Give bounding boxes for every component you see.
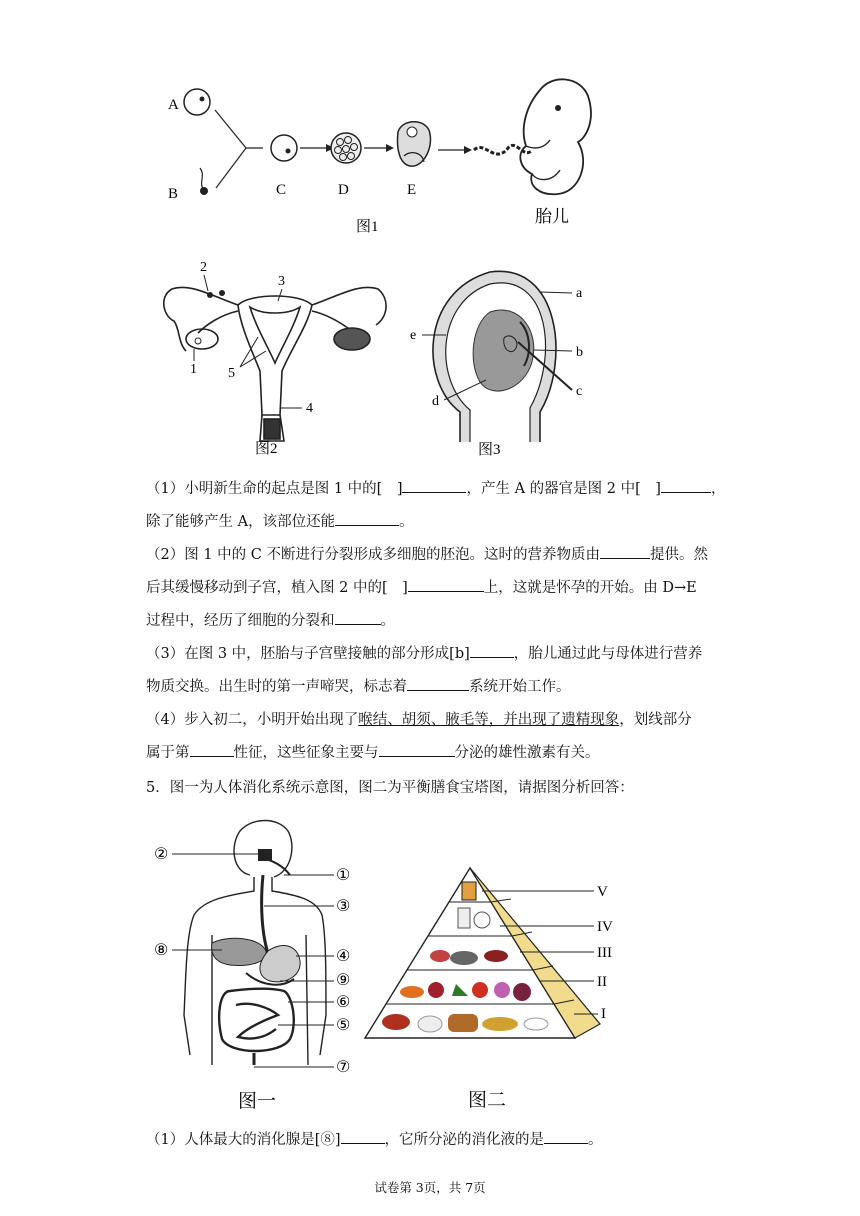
label-5: 5: [228, 366, 235, 381]
label-e: e: [410, 328, 417, 343]
answer-blank[interactable]: [470, 643, 514, 658]
question-5-stem: 5．图一为人体消化系统示意图，图二为平衡膳食宝塔图，请据图分析回答：: [146, 780, 634, 796]
label-1: ①: [336, 867, 351, 884]
answer-blank[interactable]: [600, 544, 650, 559]
fetus-illustration: [474, 79, 591, 194]
label-7: ⑦: [336, 1059, 351, 1076]
embryo-e: [398, 122, 431, 166]
level-i: I: [601, 1006, 606, 1022]
pyramid-shape: [365, 868, 600, 1038]
label-c: c: [576, 384, 583, 399]
level-v: V: [597, 884, 608, 900]
q4-line-9: 属于第 性征，这些征象主要与 分泌的雄性激素有关。: [146, 737, 716, 770]
pyramid-caption: 图二: [468, 1090, 507, 1111]
q4-line-3: （2）图 1 中的 C 不断进行分裂形成多细胞的胚泡。这时的营养物质由 提供。然: [146, 539, 716, 572]
label-b: B: [168, 186, 179, 202]
label-e: E: [407, 182, 417, 198]
label-3: ③: [336, 898, 351, 915]
figure-3-caption: 图3: [478, 442, 501, 458]
answer-blank[interactable]: [661, 478, 711, 493]
label-5: ⑤: [336, 1017, 351, 1034]
figure-1: [160, 70, 600, 245]
q4-line-1: （1）小明新生命的起点是图 1 中的[ ] ，产生 A 的器官是图 2 中[ ] ，: [146, 473, 716, 506]
q4-line-7: 物质交换。出生时的第一声啼哭，标志着 系统开始工作。: [146, 671, 716, 704]
level-ii: II: [597, 974, 607, 990]
question-4: [146, 473, 726, 770]
page-footer: 试卷第 3页，共 7页: [374, 1180, 486, 1195]
label-1: 1: [190, 362, 197, 377]
womb-diagram: [433, 271, 556, 442]
figure-3: [400, 262, 600, 462]
answer-blank[interactable]: [379, 742, 455, 757]
fetus-label: 胎儿: [535, 207, 569, 226]
food-pyramid-figure: [360, 860, 630, 1115]
digestive-organs: [212, 849, 301, 1065]
figure-2: [150, 255, 400, 460]
answer-blank[interactable]: [408, 577, 484, 592]
label-2: 2: [200, 260, 207, 275]
blastocyst-d: [331, 133, 361, 163]
label-a: a: [576, 286, 583, 301]
answer-blank[interactable]: [341, 1129, 385, 1144]
label-4: ④: [336, 948, 351, 965]
answer-blank[interactable]: [190, 742, 234, 757]
q4-line-4: 后其缓慢移动到子宫，植入图 2 中的[ ] 上，这就是怀孕的开始。由 D→E: [146, 572, 716, 605]
zygote-c: [271, 135, 297, 161]
label-6: ⑥: [336, 994, 351, 1011]
label-8: ⑧: [154, 942, 169, 959]
egg-cell-a: [184, 89, 210, 115]
label-c: C: [276, 182, 287, 198]
label-b: b: [576, 345, 583, 360]
figure-1-caption: 图1: [356, 219, 379, 235]
uterus-diagram: [164, 287, 386, 441]
answer-blank[interactable]: [335, 610, 381, 625]
label-2: ②: [154, 846, 169, 863]
level-iii: III: [597, 945, 612, 961]
label-a: A: [168, 97, 179, 113]
q4-line-6: （3）在图 3 中，胚胎与子宫壁接触的部分形成[b] ，胎儿通过此与母体进行营养: [146, 638, 716, 671]
digestive-system-figure: [150, 815, 370, 1115]
question-5-part-1: （1）人体最大的消化腺是[⑧] ，它所分泌的消化液的是 。: [146, 1124, 716, 1157]
figure-2-caption: 图2: [255, 441, 278, 457]
answer-blank[interactable]: [544, 1129, 588, 1144]
level-iv: IV: [597, 919, 613, 935]
label-3: 3: [278, 274, 285, 289]
q4-line-8: （4）步入初二，小明开始出现了喉结、胡须、腋毛等，并出现了遗精现象，划线部分: [146, 712, 692, 728]
label-d: D: [338, 182, 349, 198]
q4-line-2: 除了能够产生 A，该部位还能 。: [146, 506, 716, 539]
label-4: 4: [306, 401, 313, 416]
answer-blank[interactable]: [402, 478, 466, 493]
answer-blank[interactable]: [407, 676, 469, 691]
q4-line-5: 过程中，经历了细胞的分裂和 。: [146, 605, 716, 638]
answer-blank[interactable]: [335, 511, 399, 526]
label-d: d: [432, 394, 439, 409]
label-9: ⑨: [336, 972, 351, 989]
digestive-caption: 图一: [238, 1091, 277, 1112]
